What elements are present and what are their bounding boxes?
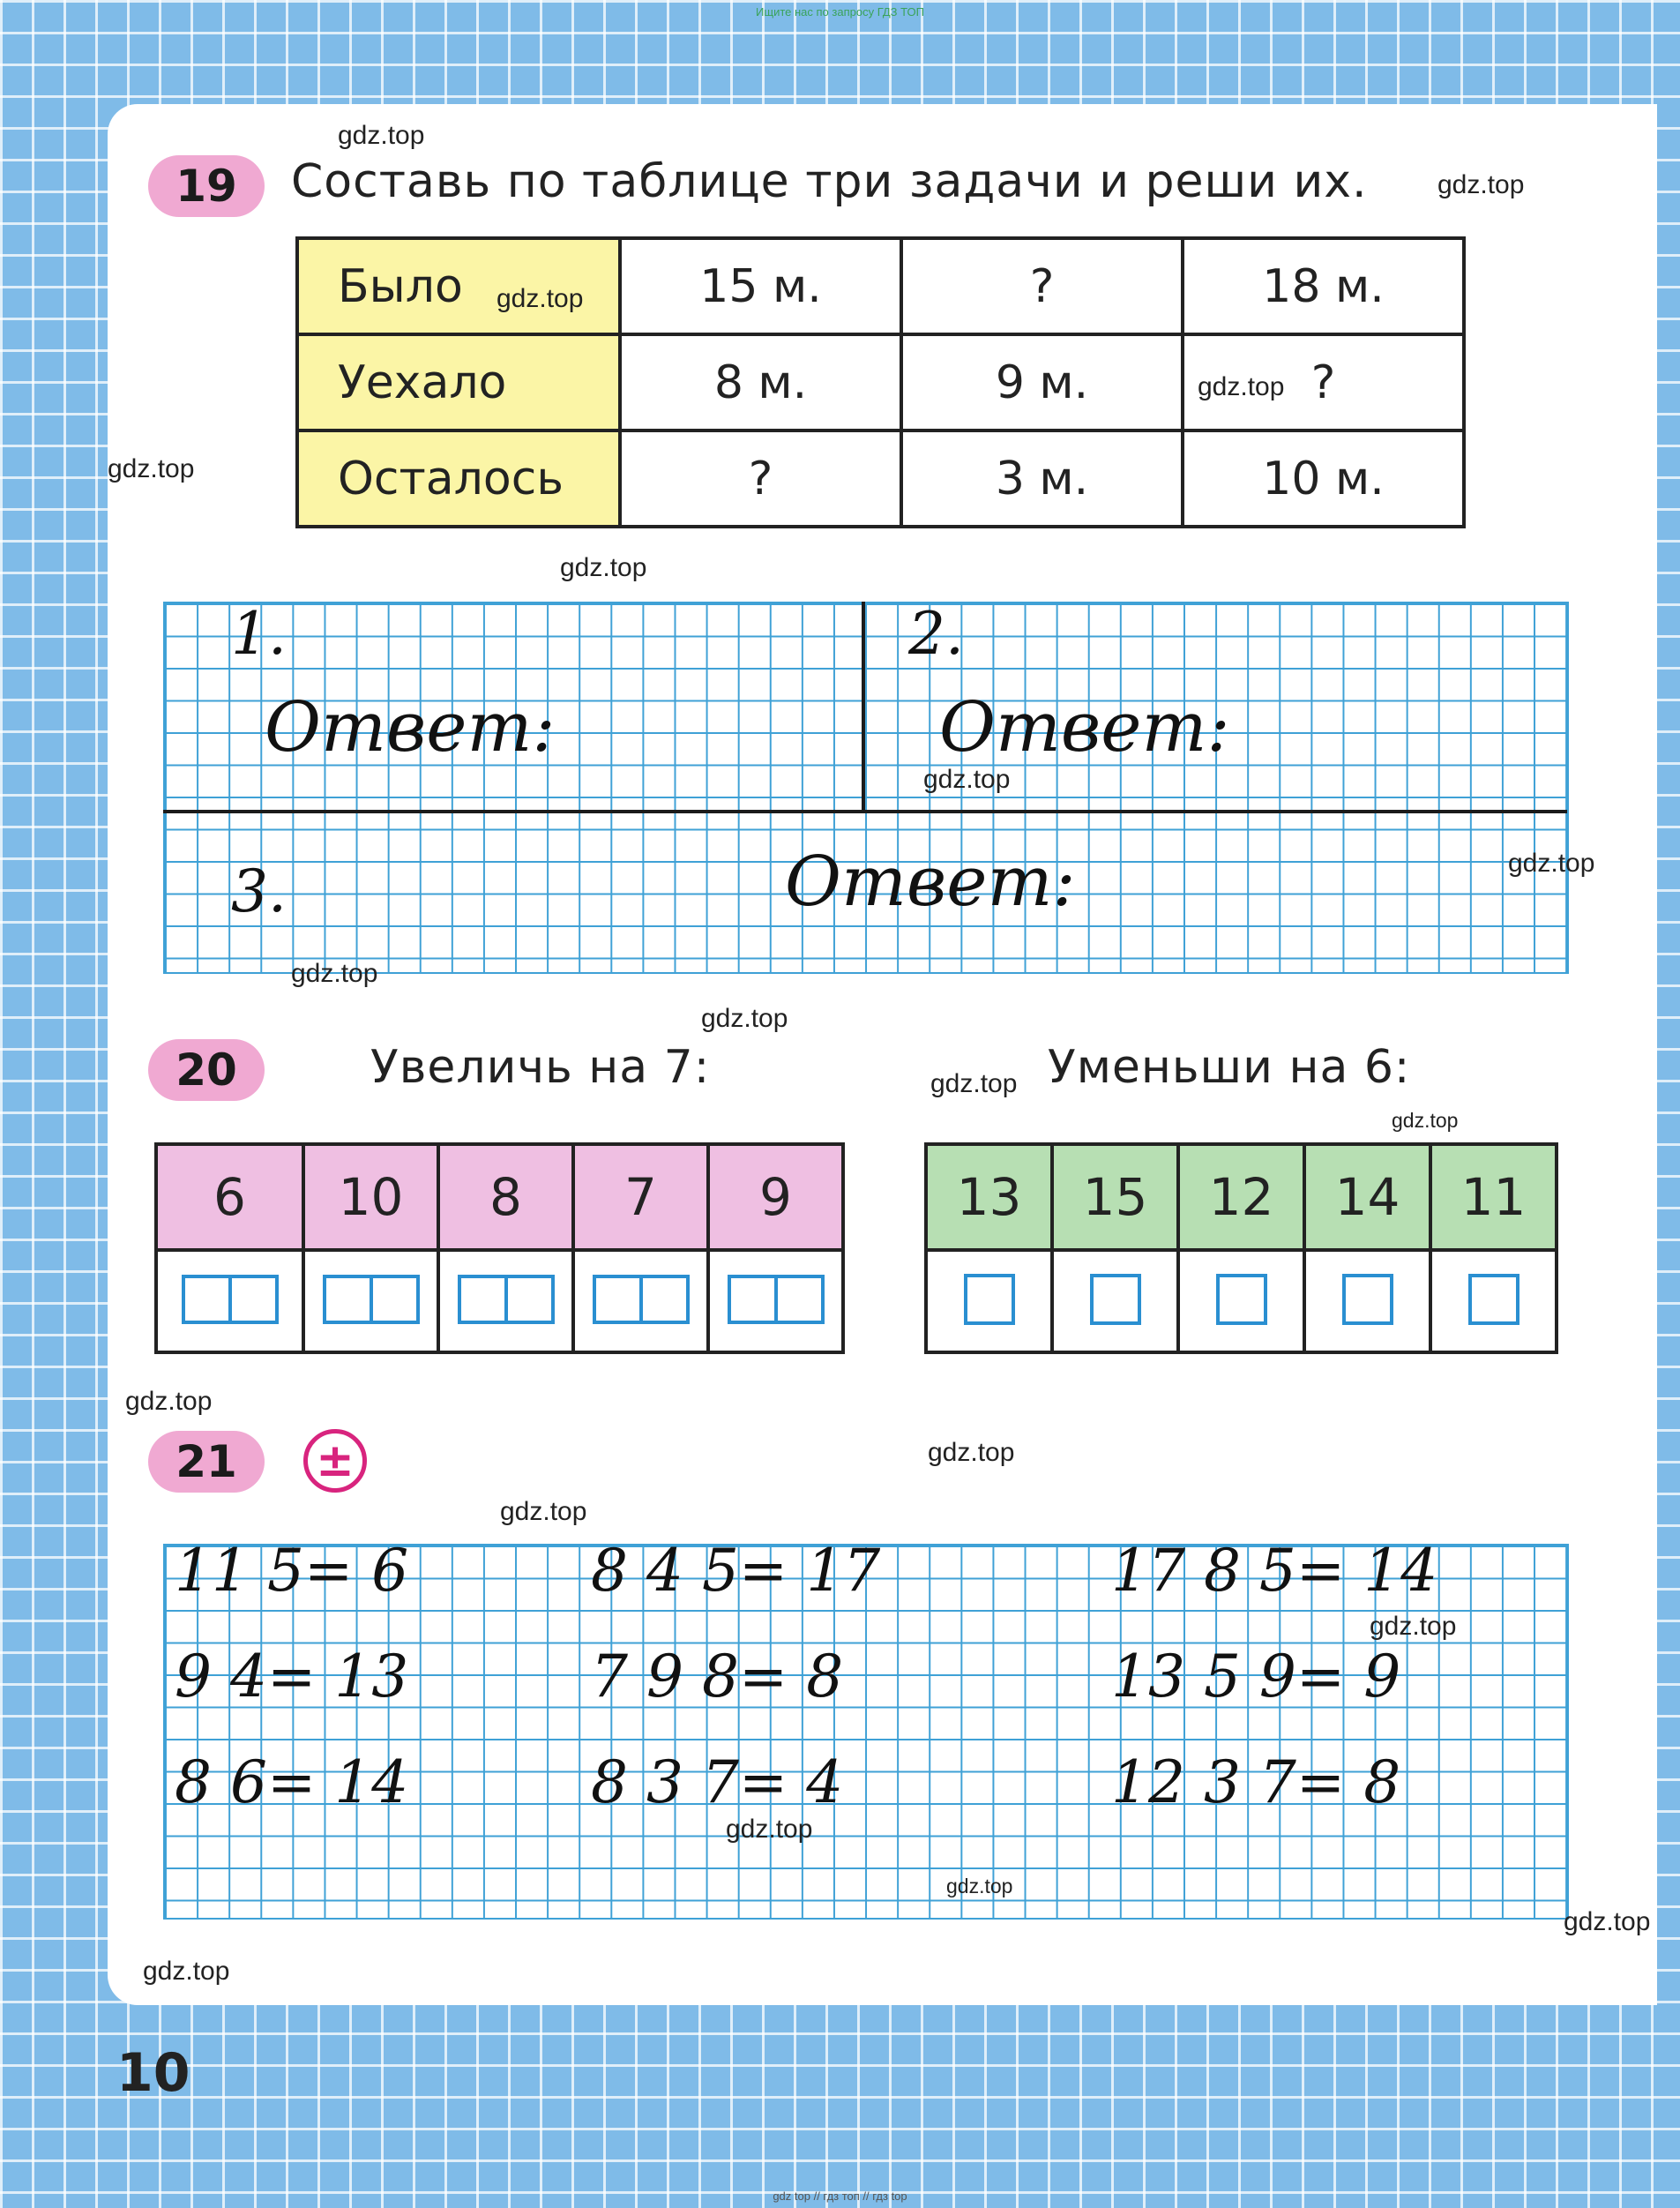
two-digit-answer-box[interactable] <box>458 1275 555 1324</box>
watermark: gdz.top <box>143 1957 230 1986</box>
table-cell: 18 м. <box>1183 238 1464 334</box>
watermark: gdz.top <box>1437 170 1525 199</box>
watermark: gdz.top <box>701 1004 788 1033</box>
answer-number-3: 3. <box>231 857 287 925</box>
one-digit-answer-box[interactable] <box>964 1274 1015 1325</box>
watermark: gdz.top <box>125 1387 213 1416</box>
table-cell: ? <box>620 430 901 527</box>
row-label: Уехало <box>297 334 620 430</box>
watermark: gdz.top <box>923 765 1011 794</box>
table-row <box>156 1250 843 1352</box>
equation: 17 8 5= 14 <box>1111 1537 1438 1605</box>
two-digit-answer-box[interactable] <box>182 1275 279 1324</box>
equation: 8 4 5= 17 <box>591 1537 881 1605</box>
bottom-note: gdz top // гдз топ // гдз top <box>773 2189 907 2203</box>
equation: 13 5 9= 9 <box>1111 1643 1401 1710</box>
plus-minus-icon: ± <box>303 1429 367 1493</box>
answer-label-1: Ответ: <box>265 688 556 767</box>
table-cell: 14 <box>1304 1144 1430 1250</box>
answer-cell[interactable] <box>438 1250 573 1352</box>
answer-cell[interactable] <box>926 1250 1052 1352</box>
equation: 11 5= 6 <box>175 1537 409 1605</box>
watermark: gdz.top <box>560 553 647 582</box>
watermark: gdz.top <box>497 284 584 313</box>
table-cell: 8 м. <box>620 334 901 430</box>
table-row <box>297 334 1464 430</box>
table-cell: 15 м. <box>620 238 901 334</box>
watermark: gdz.top <box>1564 1907 1651 1936</box>
one-digit-answer-box[interactable] <box>1342 1274 1393 1325</box>
equation: 9 4= 13 <box>175 1643 409 1710</box>
watermark: gdz.top <box>1392 1109 1459 1132</box>
answer-cell[interactable] <box>1430 1250 1557 1352</box>
exercise-21-badge: 21 <box>148 1431 265 1493</box>
equation: 7 9 8= 8 <box>591 1643 844 1710</box>
table-row <box>156 1144 843 1250</box>
exercise-19-title: Составь по таблице три задачи и реши их. <box>291 155 1368 208</box>
answer-cell[interactable] <box>708 1250 843 1352</box>
grid-divider-horizontal <box>163 810 1567 813</box>
grid-divider-vertical <box>862 602 865 812</box>
table-cell: 6 <box>156 1144 303 1250</box>
answer-cell[interactable] <box>156 1250 303 1352</box>
answer-cell[interactable] <box>1052 1250 1178 1352</box>
row-label: Осталось <box>297 430 620 527</box>
answer-cell[interactable] <box>1178 1250 1304 1352</box>
table-cell: ? <box>1183 334 1464 430</box>
table-cell: 15 <box>1052 1144 1178 1250</box>
two-digit-answer-box[interactable] <box>323 1275 420 1324</box>
watermark: gdz.top <box>108 454 195 483</box>
answer-number-1: 1. <box>231 600 287 668</box>
watermark: gdz.top <box>946 1875 1013 1897</box>
exercise-19-badge: 19 <box>148 155 265 217</box>
answer-cell[interactable] <box>303 1250 438 1352</box>
one-digit-answer-box[interactable] <box>1468 1274 1519 1325</box>
watermark: gdz.top <box>1370 1612 1457 1641</box>
watermark: gdz.top <box>291 959 378 988</box>
table-cell: 3 м. <box>901 430 1183 527</box>
exercise-20-left-title: Увеличь на 7: <box>370 1041 711 1094</box>
equation: 8 6= 14 <box>175 1748 409 1816</box>
table-cell: 13 <box>926 1144 1052 1250</box>
exercise-19-table <box>295 236 1466 528</box>
watermark: gdz.top <box>928 1438 1015 1467</box>
equation: 8 3 7= 4 <box>591 1748 844 1816</box>
answer-number-2: 2. <box>908 600 964 668</box>
two-digit-answer-box[interactable] <box>728 1275 825 1324</box>
watermark: gdz.top <box>500 1497 587 1526</box>
top-note: Ищите нас по запросу ГДЗ ТОП <box>756 5 924 19</box>
answer-cell[interactable] <box>573 1250 708 1352</box>
exercise-20-increase-table <box>154 1142 845 1354</box>
answer-label-3: Ответ: <box>785 842 1076 922</box>
table-cell: 7 <box>573 1144 708 1250</box>
table-cell: 8 <box>438 1144 573 1250</box>
exercise-20-decrease-table <box>924 1142 1558 1354</box>
table-cell: 11 <box>1430 1144 1557 1250</box>
two-digit-answer-box[interactable] <box>593 1275 690 1324</box>
row-label: Было <box>297 238 620 334</box>
exercise-20-right-title: Уменьши на 6: <box>1048 1041 1411 1094</box>
watermark: gdz.top <box>930 1069 1018 1098</box>
one-digit-answer-box[interactable] <box>1216 1274 1267 1325</box>
table-row <box>926 1144 1557 1250</box>
one-digit-answer-box[interactable] <box>1090 1274 1141 1325</box>
page-number: 10 <box>116 2042 190 2104</box>
exercise-20-badge: 20 <box>148 1039 265 1101</box>
answer-label-2: Ответ: <box>939 688 1230 767</box>
table-row <box>926 1250 1557 1352</box>
watermark: gdz.top <box>1508 849 1595 878</box>
table-cell: 9 м. <box>901 334 1183 430</box>
answer-cell[interactable] <box>1304 1250 1430 1352</box>
watermark: gdz.top <box>726 1815 813 1844</box>
table-row <box>297 238 1464 334</box>
table-cell: 12 <box>1178 1144 1304 1250</box>
table-cell: ? <box>901 238 1183 334</box>
equation: 12 3 7= 8 <box>1111 1748 1401 1816</box>
table-row <box>297 430 1464 527</box>
table-cell: 10 м. <box>1183 430 1464 527</box>
watermark: gdz.top <box>338 121 425 150</box>
table-cell: 9 <box>708 1144 843 1250</box>
table-cell: 10 <box>303 1144 438 1250</box>
watermark: gdz.top <box>1198 372 1285 401</box>
